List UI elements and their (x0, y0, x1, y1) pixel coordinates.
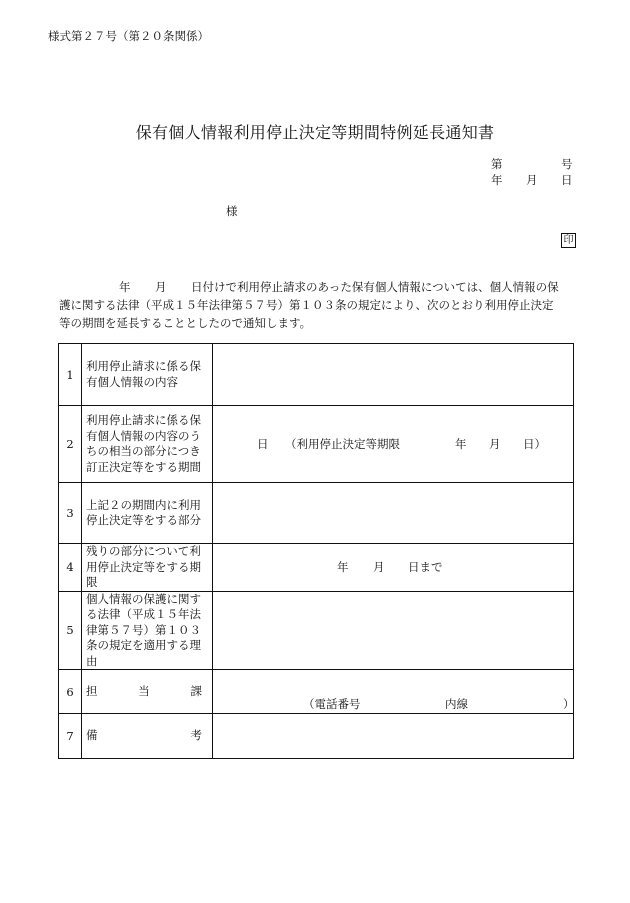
table-row (59, 670, 574, 714)
row-label: 上記２の期間内に利用停止決定等をする部分 (82, 483, 213, 544)
row-number: 4 (59, 544, 82, 592)
row-number: 6 (59, 670, 82, 714)
limit-year: 年 (455, 437, 467, 451)
recipient-sama: 様 (226, 204, 238, 218)
notice-body (59, 278, 573, 332)
body-line-3: 等の期間を延長することとしたので通知します。 (59, 316, 312, 330)
table-row (59, 544, 574, 592)
limit-month: 月 (489, 437, 501, 451)
table-row (59, 591, 574, 670)
row-number: 3 (59, 483, 82, 544)
row-label: 残りの部分について利用停止決定等をする期限 (82, 544, 213, 592)
limit-day: 日） (523, 437, 546, 451)
date-day: 日 (561, 173, 573, 187)
deadline-until: 日まで (408, 560, 443, 575)
limit-label: （利用停止決定等期限 (285, 437, 400, 451)
row-number: 5 (59, 591, 82, 670)
deadline-year: 年 (337, 560, 349, 575)
row-number: 1 (59, 344, 82, 406)
row-label: 利用停止請求に係る保有個人情報の内容のうちの相当の部分につき訂正決定等をする期間 (82, 406, 213, 483)
ext-label: 内線 (445, 697, 468, 711)
table-row (59, 483, 574, 544)
number-go: 号 (561, 157, 573, 171)
body-line-1-text: 日付けで利用停止請求のあった保有個人情報については、個人情報の保 (191, 280, 559, 294)
body-year: 年 (119, 280, 131, 294)
row-value-cell (213, 591, 574, 670)
seal-mark: 印 (561, 233, 576, 248)
row-number: 7 (59, 714, 82, 759)
date-year: 年 (491, 173, 503, 187)
tel-label: （電話番号 (303, 697, 361, 711)
table-row (59, 406, 574, 483)
label-char: 担 (86, 683, 98, 698)
row-value-cell (213, 714, 574, 759)
form-number: 様式第２７号（第２０条関係） (48, 29, 209, 43)
label-char: 課 (190, 683, 202, 698)
number-dai: 第 (491, 157, 503, 171)
row-label: 個人情報の保護に関する法律（平成１５年法律第５７号）第１０３条の規定を適用する理由 (82, 591, 213, 670)
row-label: 利用停止請求に係る保有個人情報の内容 (82, 344, 213, 406)
notice-table (58, 343, 574, 759)
body-line-2: 護に関する法律（平成１５年法律第５７号）第１０３条の規定により、次のとおり利用停止決定 (59, 298, 554, 312)
date-month: 月 (526, 173, 538, 187)
row-value-cell (213, 406, 574, 483)
row-number: 2 (59, 406, 82, 483)
row-label (82, 670, 213, 714)
body-line-1 (59, 278, 573, 296)
label-char: 当 (138, 683, 150, 698)
document-title: 保有個人情報利用停止決定等期間特例延長通知書 (135, 123, 495, 142)
row-value-cell (213, 344, 574, 406)
label-char: 考 (190, 728, 202, 743)
body-month: 月 (155, 280, 167, 294)
row-value-cell (213, 544, 574, 592)
row-label (82, 714, 213, 759)
period-day: 日 (257, 437, 269, 451)
deadline-month: 月 (373, 560, 385, 575)
row-value-cell (213, 670, 574, 714)
row-value-cell (213, 483, 574, 544)
table-row (59, 344, 574, 406)
table-row (59, 714, 574, 759)
label-char: 備 (86, 728, 98, 743)
tel-close-paren: ） (563, 697, 575, 711)
